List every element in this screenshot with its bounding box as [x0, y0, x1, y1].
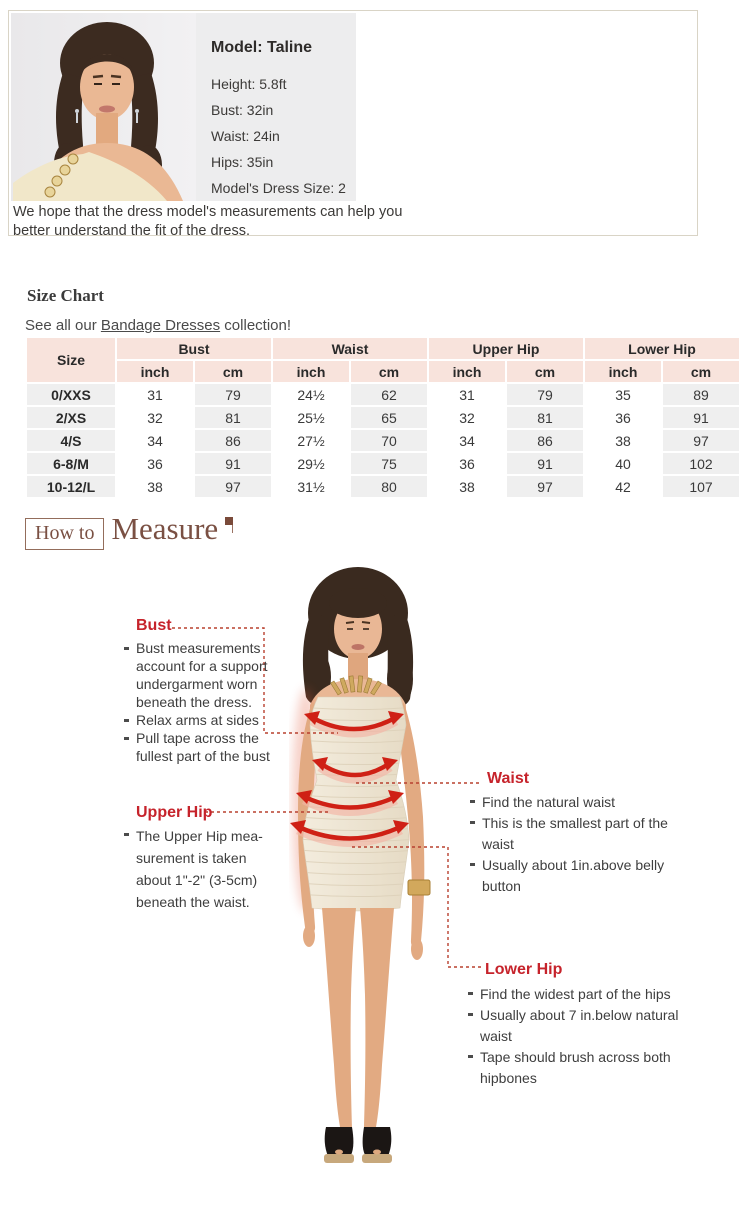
unit-header-cm: cm — [507, 361, 583, 382]
table-cell: 42 — [585, 476, 661, 497]
table-cell: 34 — [429, 430, 505, 451]
table-cell: 79 — [195, 384, 271, 405]
size-cell: 2/XS — [27, 407, 115, 428]
table-cell: 102 — [663, 453, 739, 474]
upper-hip-annotation-list — [123, 825, 269, 913]
list-item: Pull tape across the fullest part of the bust — [123, 729, 275, 765]
table-cell: 29½ — [273, 453, 349, 474]
table-cell: 107 — [663, 476, 739, 497]
heading-square-mark-icon — [225, 517, 233, 525]
size-cell: 4/S — [27, 430, 115, 451]
unit-header-cm: cm — [351, 361, 427, 382]
table-cell: 32 — [429, 407, 505, 428]
table-cell: 36 — [585, 407, 661, 428]
table-cell: 97 — [507, 476, 583, 497]
table-cell: 97 — [195, 476, 271, 497]
collection-prefix: See all our — [25, 317, 101, 334]
measure-label: Measure — [111, 511, 219, 546]
table-cell: 75 — [351, 453, 427, 474]
model-name-title: Model: Taline — [211, 39, 313, 56]
table-cell: 65 — [351, 407, 427, 428]
unit-header-inch: inch — [429, 361, 505, 382]
table-row — [27, 384, 739, 405]
lower-hip-annotation-label: Lower Hip — [485, 961, 563, 978]
table-cell: 38 — [429, 476, 505, 497]
model-portrait-photo — [11, 13, 196, 201]
table-cell: 24½ — [273, 384, 349, 405]
table-cell: 38 — [117, 476, 193, 497]
column-header-bust: Bust — [117, 338, 271, 359]
size-chart-heading: Size Chart — [27, 286, 104, 305]
column-header-size: Size — [27, 338, 115, 382]
table-row — [27, 476, 739, 497]
table-row — [27, 453, 739, 474]
list-item: Bust measurements account for a support undergarment worn beneath the dress. — [123, 639, 275, 711]
table-cell: 31 — [429, 384, 505, 405]
figure-bracelet — [408, 880, 430, 895]
table-cell: 70 — [351, 430, 427, 451]
column-header-lower-hip: Lower Hip — [585, 338, 739, 359]
list-item: Usually about 1in.above belly button — [469, 855, 674, 897]
table-cell: 31½ — [273, 476, 349, 497]
table-cell: 91 — [507, 453, 583, 474]
table-cell: 25½ — [273, 407, 349, 428]
measurement-diagram — [0, 555, 755, 1206]
table-cell: 91 — [663, 407, 739, 428]
table-cell: 89 — [663, 384, 739, 405]
list-item: Find the natural waist — [469, 792, 674, 813]
table-cell: 31 — [117, 384, 193, 405]
bandage-dresses-link[interactable]: Bandage Dresses — [100, 317, 221, 334]
table-cell: 79 — [507, 384, 583, 405]
upper-hip-annotation-label: Upper Hip — [136, 804, 213, 821]
list-item: Tape should brush across both hipbones — [467, 1047, 682, 1089]
how-to-measure-heading — [25, 511, 233, 550]
model-photo-panel — [11, 13, 356, 201]
table-cell: 34 — [117, 430, 193, 451]
model-spec-bust: Bust: 32in — [211, 102, 274, 118]
table-cell: 81 — [195, 407, 271, 428]
bust-annotation-label: Bust — [136, 617, 172, 634]
how-to-label: How to — [25, 518, 104, 550]
table-cell: 80 — [351, 476, 427, 497]
list-item: The Upper Hip mea-surement is taken about 1"-2" (3-5cm) beneath the waist. — [123, 825, 269, 913]
unit-header-inch: inch — [273, 361, 349, 382]
figure-shoes — [324, 1127, 392, 1163]
lower-hip-annotation-list — [467, 984, 682, 1089]
table-cell: 40 — [585, 453, 661, 474]
list-item: Find the widest part of the hips — [467, 984, 682, 1005]
unit-header-inch: inch — [117, 361, 193, 382]
size-cell: 0/XXS — [27, 384, 115, 405]
column-header-upper-hip: Upper Hip — [429, 338, 583, 359]
waist-annotation-list — [469, 792, 674, 897]
figure-legs — [322, 908, 394, 1127]
size-cell: 10-12/L — [27, 476, 115, 497]
table-cell: 81 — [507, 407, 583, 428]
column-header-waist: Waist — [273, 338, 427, 359]
unit-header-inch: inch — [585, 361, 661, 382]
table-row — [27, 407, 739, 428]
table-cell: 38 — [585, 430, 661, 451]
list-item: Usually about 7 in.below natural waist — [467, 1005, 682, 1047]
model-spec-height: Height: 5.8ft — [211, 76, 287, 92]
list-item: This is the smallest part of the waist — [469, 813, 674, 855]
table-cell: 86 — [507, 430, 583, 451]
unit-header-cm: cm — [663, 361, 739, 382]
table-cell: 97 — [663, 430, 739, 451]
table-cell: 36 — [117, 453, 193, 474]
bust-annotation-list — [123, 639, 275, 765]
table-cell: 86 — [195, 430, 271, 451]
table-cell: 62 — [351, 384, 427, 405]
size-chart-table — [25, 336, 741, 499]
model-measurements-block — [211, 39, 351, 201]
model-info-card — [8, 10, 698, 239]
table-cell: 27½ — [273, 430, 349, 451]
collection-suffix: collection! — [220, 317, 292, 334]
model-spec-dress-size: Model's Dress Size: 2 — [211, 180, 346, 196]
waist-annotation-label: Waist — [487, 770, 530, 787]
list-item: Relax arms at sides — [123, 711, 275, 729]
table-cell: 91 — [195, 453, 271, 474]
model-spec-hips: Hips: 35in — [211, 154, 274, 170]
table-row — [27, 430, 739, 451]
collection-line — [25, 317, 291, 334]
table-cell: 32 — [117, 407, 193, 428]
table-cell: 36 — [429, 453, 505, 474]
size-cell: 6-8/M — [27, 453, 115, 474]
model-spec-waist: Waist: 24in — [211, 128, 280, 144]
model-caption: We hope that the dress model's measurements can help you better understand the fit of the dress. — [13, 204, 403, 239]
unit-header-cm: cm — [195, 361, 271, 382]
table-cell: 35 — [585, 384, 661, 405]
